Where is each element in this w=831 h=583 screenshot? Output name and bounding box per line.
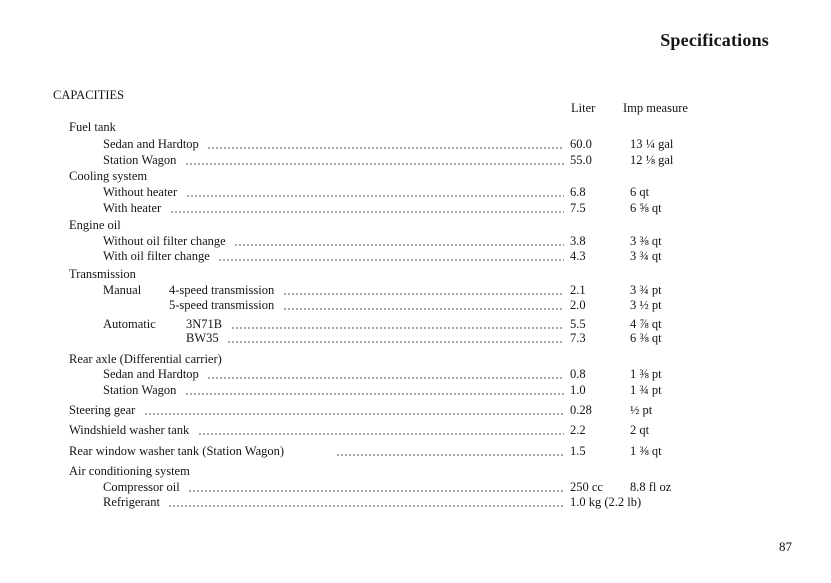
- imp-value: 3 ½ pt: [630, 298, 662, 312]
- capacity-row: [0, 479, 831, 495]
- page-heading: Specifications: [660, 30, 769, 50]
- imp-value: 3 ¾ pt: [630, 283, 662, 297]
- liter-value: 5.5: [570, 317, 586, 331]
- row-label: Station Wagon: [103, 153, 177, 167]
- capacity-row: [0, 152, 831, 168]
- liter-value: 60.0: [570, 137, 592, 151]
- liter-value: 0.8: [570, 367, 586, 381]
- liter-value: 6.8: [570, 185, 586, 199]
- capacity-row: [0, 282, 831, 298]
- imp-value: 2 qt: [630, 423, 650, 437]
- leader-dots: [283, 283, 564, 295]
- row-sublabel: 4-speed transmission: [169, 283, 275, 297]
- row-label: Windshield washer tank: [69, 423, 190, 437]
- leader-dots: [188, 480, 564, 492]
- row-label: With heater: [103, 201, 162, 215]
- imp-value: 4 ⅞ qt: [630, 317, 662, 331]
- capacity-row: [0, 184, 831, 200]
- capacity-row: [0, 382, 831, 398]
- row-label: Compressor oil: [103, 480, 180, 494]
- leader-dots: [198, 423, 564, 435]
- row-label: Cooling system: [69, 169, 148, 183]
- row-label: Steering gear: [69, 403, 136, 417]
- imp-value: 12 ⅛ gal: [630, 153, 674, 167]
- capacity-row: [0, 402, 831, 418]
- page-number: 87: [779, 539, 792, 554]
- row-label: Rear axle (Differential carrier): [69, 352, 222, 366]
- row-label: Transmission: [69, 267, 136, 281]
- leader-dots: [231, 317, 564, 329]
- imp-value: 1 ⅜ pt: [630, 367, 662, 381]
- row-label: Station Wagon: [103, 383, 177, 397]
- row-label: Without oil filter change: [103, 234, 226, 248]
- leader-dots: [218, 249, 564, 261]
- leader-dots: [185, 383, 564, 395]
- liter-value: 1.5: [570, 444, 586, 458]
- leader-dots: [283, 298, 564, 310]
- liter-value: 3.8: [570, 234, 586, 248]
- imp-value: 6 ⅜ qt: [630, 331, 662, 345]
- liter-value: 7.3: [570, 331, 586, 345]
- capacity-row: [0, 168, 831, 184]
- leader-dots: [227, 331, 564, 343]
- row-label: Without heater: [103, 185, 178, 199]
- liter-value: 1.0: [570, 383, 586, 397]
- imp-value: ½ pt: [630, 403, 653, 417]
- liter-value: 7.5: [570, 201, 586, 215]
- imp-value: 3 ¾ qt: [630, 249, 662, 263]
- capacity-row: [0, 119, 831, 135]
- capacity-row: [0, 366, 831, 382]
- capacity-row: [0, 330, 831, 346]
- imp-value: 6 qt: [630, 185, 650, 199]
- imp-column-header: Imp measure: [623, 101, 688, 115]
- imp-value: 8.8 fl oz: [630, 480, 672, 494]
- liter-value: 1.0 kg (2.2 lb): [570, 495, 642, 509]
- liter-value: 2.1: [570, 283, 586, 297]
- leader-dots: [336, 444, 564, 456]
- row-sublabel: 5-speed transmission: [169, 298, 275, 312]
- row-label: Sedan and Hardtop: [103, 137, 199, 151]
- leader-dots: [234, 234, 564, 246]
- leader-dots: [144, 403, 564, 415]
- leader-dots: [168, 495, 564, 507]
- capacity-row: [0, 494, 831, 510]
- section-title: CAPACITIES: [53, 88, 125, 102]
- capacity-row: [0, 136, 831, 152]
- capacity-row: [0, 422, 831, 438]
- liter-value: 55.0: [570, 153, 592, 167]
- capacity-row: [0, 266, 831, 282]
- row-label: Refrigerant: [103, 495, 160, 509]
- row-label: Air conditioning system: [69, 464, 190, 478]
- liter-column-header: Liter: [571, 101, 596, 115]
- leader-dots: [186, 185, 564, 197]
- liter-value: 2.0: [570, 298, 586, 312]
- capacity-row: [0, 351, 831, 367]
- row-label: With oil filter change: [103, 249, 210, 263]
- row-label: Automatic: [103, 317, 156, 331]
- leader-dots: [207, 367, 564, 379]
- liter-value: 250 cc: [570, 480, 603, 494]
- capacity-row: [0, 200, 831, 216]
- leader-dots: [170, 201, 564, 213]
- row-sublabel: BW35: [186, 331, 219, 345]
- capacity-row: [0, 233, 831, 249]
- capacity-row: [0, 248, 831, 264]
- liter-value: 0.28: [570, 403, 592, 417]
- row-label: Sedan and Hardtop: [103, 367, 199, 381]
- row-sublabel: 3N71B: [186, 317, 223, 331]
- leader-dots: [185, 153, 564, 165]
- capacity-row: [0, 297, 831, 313]
- row-label: Rear window washer tank (Station Wagon): [69, 444, 285, 458]
- liter-value: 2.2: [570, 423, 586, 437]
- row-label: Manual: [103, 283, 142, 297]
- imp-value: 1 ¾ pt: [630, 383, 662, 397]
- row-label: Fuel tank: [69, 120, 116, 134]
- imp-value: 13 ¼ gal: [630, 137, 674, 151]
- imp-value: 6 ⅝ qt: [630, 201, 662, 215]
- capacity-row: [0, 463, 831, 479]
- imp-value: 3 ⅜ qt: [630, 234, 662, 248]
- row-label: Engine oil: [69, 218, 121, 232]
- leader-dots: [207, 137, 564, 149]
- imp-value: 1 ⅜ qt: [630, 444, 662, 458]
- capacity-row: [0, 217, 831, 233]
- capacity-row: [0, 443, 831, 459]
- liter-value: 4.3: [570, 249, 586, 263]
